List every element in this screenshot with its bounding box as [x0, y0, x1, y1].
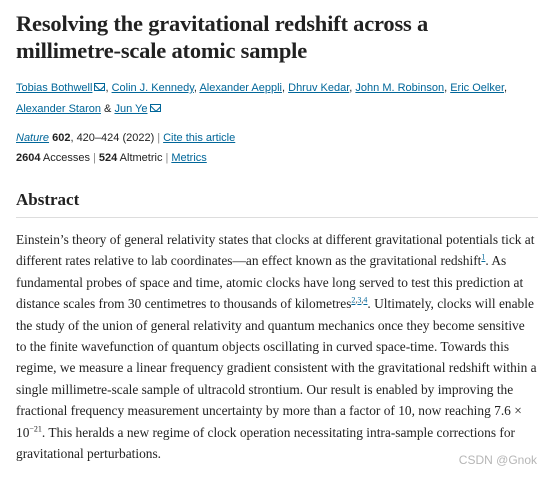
author-link[interactable]: Eric Oelker: [450, 82, 504, 94]
article-title: Resolving the gravitational redshift across a millimetre-scale atomic sample: [16, 11, 429, 63]
author-link[interactable]: Jun Ye: [114, 103, 148, 115]
author-link[interactable]: Tobias Bothwell: [16, 82, 93, 94]
cite-article-link[interactable]: Cite this article: [163, 132, 236, 144]
separator: |: [93, 152, 96, 164]
abstract-text: Einstein’s theory of general relativity states that clocks at different gravitational potentials tick at different rates relative to lab coordinates—an effect known as the gravitational redshift$^1$. As fundamental probes of space and time, atomic clocks have long served to test this prediction at distance scales from 30 centimetres to thousands of kilometres$^{2,3,4}$. Ultimately, clocks will enable the study of the union of general relativity and quantum mechanics once they become sensitive to the finite wavefunction of quantum objects oscillating in curved space-time. Towards this regime, we measure a linear frequency gradient consistent with the gravitational redshift within a single millimetre-scale sample of ultracold strontium. Our result is enabled by improving the fractional frequency measurement uncertainty by more than a factor of 10, now reaching $7.6 \times 10^{-21}$. This heralds a new regime of clock operation necessitating intra-sample corrections for gravitational perturbations.: [16, 232, 537, 462]
mail-icon[interactable]: [94, 83, 105, 91]
author-link[interactable]: John M. Robinson: [355, 82, 445, 94]
volume: 602: [52, 132, 71, 144]
watermark: CSDN @Gnok: [458, 453, 537, 467]
metrics-link[interactable]: Metrics: [171, 152, 207, 164]
altmetric-count: 524: [98, 152, 118, 164]
reference-link[interactable]: 2: [351, 295, 356, 305]
exponent: −21: [29, 424, 42, 434]
separator: |: [157, 132, 161, 144]
accesses-label: Accesses: [40, 152, 91, 164]
separator: |: [165, 152, 169, 164]
reference-link[interactable]: 4: [363, 295, 368, 305]
pages: , 420–424 (2022): [70, 132, 155, 144]
top-strip: [16, 0, 545, 6]
accesses-count: 2604: [16, 152, 41, 164]
abstract-heading: Abstract: [16, 190, 538, 218]
author-link[interactable]: Alexander Staron: [16, 103, 101, 115]
citation-line: [16, 130, 545, 146]
author-link[interactable]: Alexander Aeppli: [199, 82, 282, 94]
author-list: Tobias Bothwell , Colin J. Kennedy, Alexander Aeppli, Dhruv Kedar, John M. Robinson, Eric Oelker, Alexander Staron & Jun Ye: [16, 82, 508, 115]
altmetric-label: Altmetric: [117, 152, 163, 164]
author-link[interactable]: Dhruv Kedar: [288, 82, 350, 94]
mail-icon[interactable]: [150, 104, 161, 112]
reference-link[interactable]: 3: [357, 295, 362, 305]
reference-link[interactable]: 1: [481, 252, 486, 262]
journal-link[interactable]: Nature: [16, 132, 50, 144]
metrics-line: [16, 150, 545, 166]
author-link[interactable]: Colin J. Kennedy: [111, 82, 194, 94]
